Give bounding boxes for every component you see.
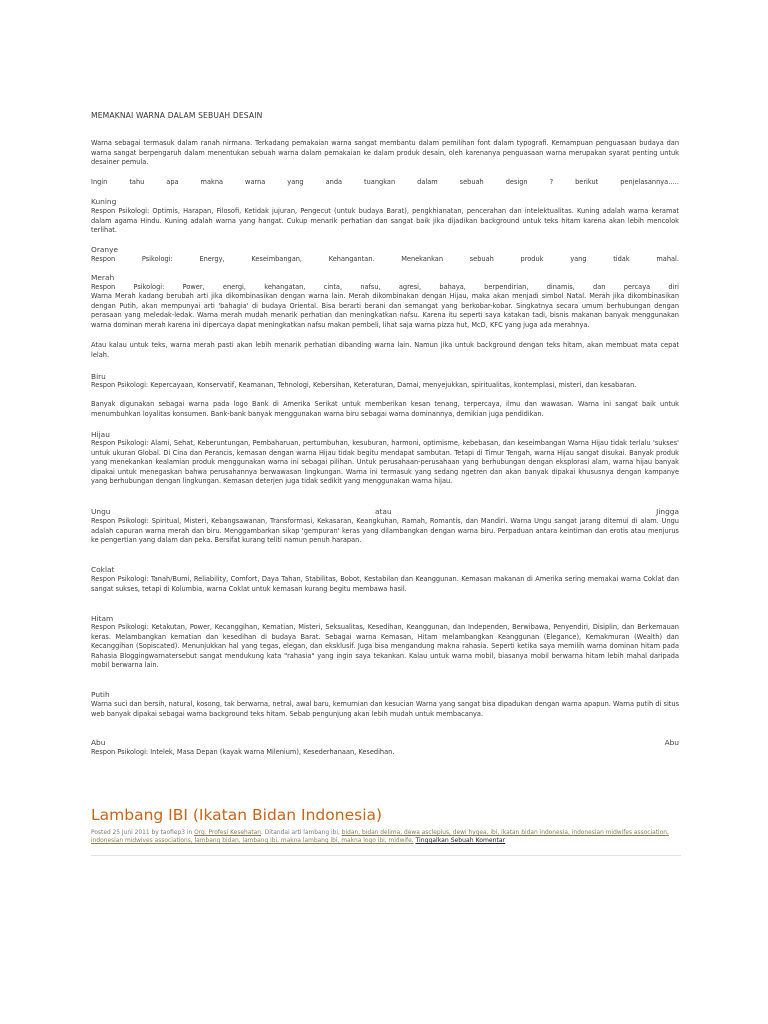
paragraph-merah-2: Warna Merah kadang berubah arti jika dikombinasikan dengan warna lain. Merah dikombinakan dengan Hijau, maka akan menjadi simbol Natal. Merah jika dikombinasikan dengan Putih, akan mempunyai arti 'bahagia' di budaya Oriental. Bisa berarti berani dan semangat yang berkobar-kobar. Singkatnya secara umum berhubungan dengan perasaan yang meledak-ledak. Warna merah mudah menarik perhatian dan meningkatkan nafsu. Karena itu seperti saya katakan tadi, bisnis makanan banyak menggunakan warna dominan merah karena ini dipercaya dapat meningkatkan nafsu makan pembeli, lihat saja warna pizza hut, McD, KFC yang juga ada merahnya. <box>91 292 679 329</box>
heading-merah: Merah <box>91 273 115 282</box>
intro-paragraph: Warna sebagai termasuk dalam ranah nirmana. Terkadang pemakaian warna sangat membantu dalam pemilihan font dalam typografi. Kemampuan penguasaan budaya dan warna sangat berpengaruh dalam menentukan sebuah warna dalam pemakaian ke dalam produk desain, oleh karenanya penguasaan warna merupakan syarat penting untuk desainer pemula. <box>91 139 679 166</box>
paragraph-merah-3: Atau kalau untuk teks, warna merah pasti akan lebih menarik perhatian dibanding warna lain. Namun jika untuk background dengan teks hitam, akan membuat mata cepat lelah. <box>91 341 679 359</box>
heading-jingga: Jingga <box>656 507 679 516</box>
heading-ungu-row <box>91 507 679 516</box>
heading-atau: atau <box>375 507 392 516</box>
article-title: MEMAKNAI WARNA DALAM SEBUAH DESAIN <box>91 111 263 120</box>
paragraph-hitam: Respon Psikologi: Ketakutan, Power, Kecanggihan, Kematian, Misteri, Seksualitas, Kesedihan, Keanggunan, dan Independen, Berwibawa, Penyendiri, Disiplin, dan Berkemauan keras. Melambangkan kematian dan kesedihan di budaya Barat. Sebagai warna Kemasan, Hitam melambangkan Keanggunan (Elegance), Kemakmuran (Wealth) dan Kecanggihan (Sopiscated). Menunjukkan hal yang tegas, elegan, dan eksklusif. Juga bisa mengandung makna rahasia. Seperti ketika saya memilih warna dominan hitam pada Rahasia Bloggingwarnatersebut sangat mendukung kata "rahasia" yang ingin saya tekankan. Kalau untuk warna mobil, biasanya mobil berwarna hitam lebih mahal daripada mobil berwarna lain. <box>91 623 679 669</box>
heading-hijau: Hijau <box>91 430 110 439</box>
paragraph-biru-1: Respon Psikologi: Kepercayaan, Konservatif, Keamanan, Tehnologi, Kebersihan, Keteraturan, Damai, menyejukkan, spiritualitas, kontemplasi, misteri, dan kesabaran. <box>91 381 637 389</box>
heading-abu: Abu <box>91 738 106 747</box>
paragraph-putih: Warna suci dan bersih, natural, kosong, tak berwarna, netral, awal baru, kemurnian dan kesucian Warna yang sangat bisa dipadukan dengan warna apapun. Warna putih di situs web banyak dipakai sebagai warna background teks hitam. Sebab pengunjung akan lebih mudah untuk membacanya. <box>91 700 679 718</box>
category-link[interactable]: Org. Profesi Kesehatan <box>194 830 262 836</box>
heading-coklat: Coklat <box>91 565 115 574</box>
heading-ungu: Ungu <box>91 507 111 516</box>
heading-putih: Putih <box>91 690 110 699</box>
paragraph-ungu: Respon Psikologi: Spiritual, Misteri, Kebangsawanan, Transformasi, Kekasaran, Keangkuhan, Ramah, Romantis, dan Mandiri. Warna Ungu sangat jarang ditemui di alam. Ungu adalah capuran warna merah dan biru. Menggambarkan sikap 'gempuran' keras yang dilambangkan dengan warna biru. Perpaduan antara keintiman dan erotis atau menjurus ke pengertian yang dalam dan peka. Bersifat kurang teliti namun penuh harapan. <box>91 517 679 544</box>
heading-kuning: Kuning <box>91 197 117 206</box>
paragraph-merah-1: Respon Psikologi: Power, energi, kehangatan, cinta, nafsu, agresi, bahaya, berpendirian, dinamis, dan percaya diri <box>91 283 679 291</box>
heading-abu-right: Abu <box>664 738 679 747</box>
heading-abu-row <box>91 738 679 747</box>
leave-comment-link[interactable]: Tinggalkan Sebuah Komentar <box>415 837 506 845</box>
heading-biru: Biru <box>91 372 106 381</box>
paragraph-kuning: Respon Psikologi: Optimis, Harapan, Filosofi, Ketidak jujuran, Pengecut (untuk budaya Barat), pengkhianatan, pencerahan dan intelektualitas. Kuning adalah warna keramat dalam agama Hindu. Kuning adalah warna yang hangat. Cukup menarik perhatian dan sangat baik jika dijadikan background untuk teks hitam karena akan lebih mencolok terlihat. <box>91 207 679 234</box>
paragraph-biru-2: Banyak digunakan sebagai warna pada logo Bank di Amerika Serikat untuk memberikan kesan tenang, terpercaya, ilmu dan wawasan. Warna ini sangat baik untuk menumbuhkan loyalitas konsumen. Bank-bank banyak menggunakan warna biru sebagai warna dominannya, demikian juga pendidikan. <box>91 400 679 418</box>
post-title-link[interactable]: Lambang IBI (Ikatan Bidan Indonesia) <box>91 806 383 824</box>
post-meta-prefix: Posted 25 Juni 2011 by taofiep3 in <box>91 830 193 836</box>
post-meta <box>91 829 681 845</box>
tagged-label: . Ditandai arti lambang ibi, <box>261 830 340 836</box>
paragraph-abu: Respon Psikologi: Intelek, Masa Depan (kayak warna Milenium), Kesederhanaan, Kesedihan. <box>91 748 395 756</box>
paragraph-oranye: Respon Psikologi: Energy, Keseimbangan, Kehangantan. Menekankan sebuah produk yang tidak mahal. <box>91 255 679 263</box>
heading-oranye: Oranye <box>91 245 118 254</box>
heading-hitam: Hitam <box>91 614 114 623</box>
paragraph-hijau: Respon Psikologi: Alami, Sehat, Keberuntungan, Pembaharuan, pertumbuhan, kesuburan, harmoni, optimisme, kebebasan, dan keseimbangan Warna Hijau tidak terlalu 'sukses' untuk ukuran Global. Di Cina dan Perancis, kemasan dengan warna Hijau tidak begitu mendapat sambutan. Tetapi di Timur Tengah, warna Hijau sangat disukai. Banyak produk yang menekankan kealamian produk menggunakan warna ini sebagai pilihan. Untuk perusahaan-perusahaan yang berhubungan dengan eksplorasi alam, warna hijau banyak dipakai untuk menegaskan bahwa perusahannya berwawasan lingkungan. Warna ini termasuk yang sedang ngetren dan akan banyak dipakai khususnya dengan kampanye yang berhubungan dengan lingkungan. Kemasan deterjen juga tidak sedikit yang menggunakan warna hijau. <box>91 439 679 485</box>
paragraph-coklat: Respon Psikologi: Tanah/Bumi, Reliability, Comfort, Daya Tahan, Stabilitas, Bobot, Kestabilan dan Keanggunan. Kemasan makanan di Amerika sering memakai warna Coklat dan sangat sukses, tetapi di Kolumbia, warna Coklat untuk kemasan kurang begitu membawa hasil. <box>91 575 679 593</box>
intro-question: Ingin tahu apa makna warna yang anda tuangkan dalam sebuah design ? berikut penjelasannya….. <box>91 178 679 186</box>
tag-links[interactable]: bidan, bidan delima, dewa asclepius, dewi hygea, ibi, ikatan bidan indonesia, indonesian midwifes association, indonesian midwives associations, lambang bidan, lambang ibi, makna lambang ibi, makna logo ibi, midwife. <box>91 830 669 845</box>
divider <box>91 855 681 856</box>
